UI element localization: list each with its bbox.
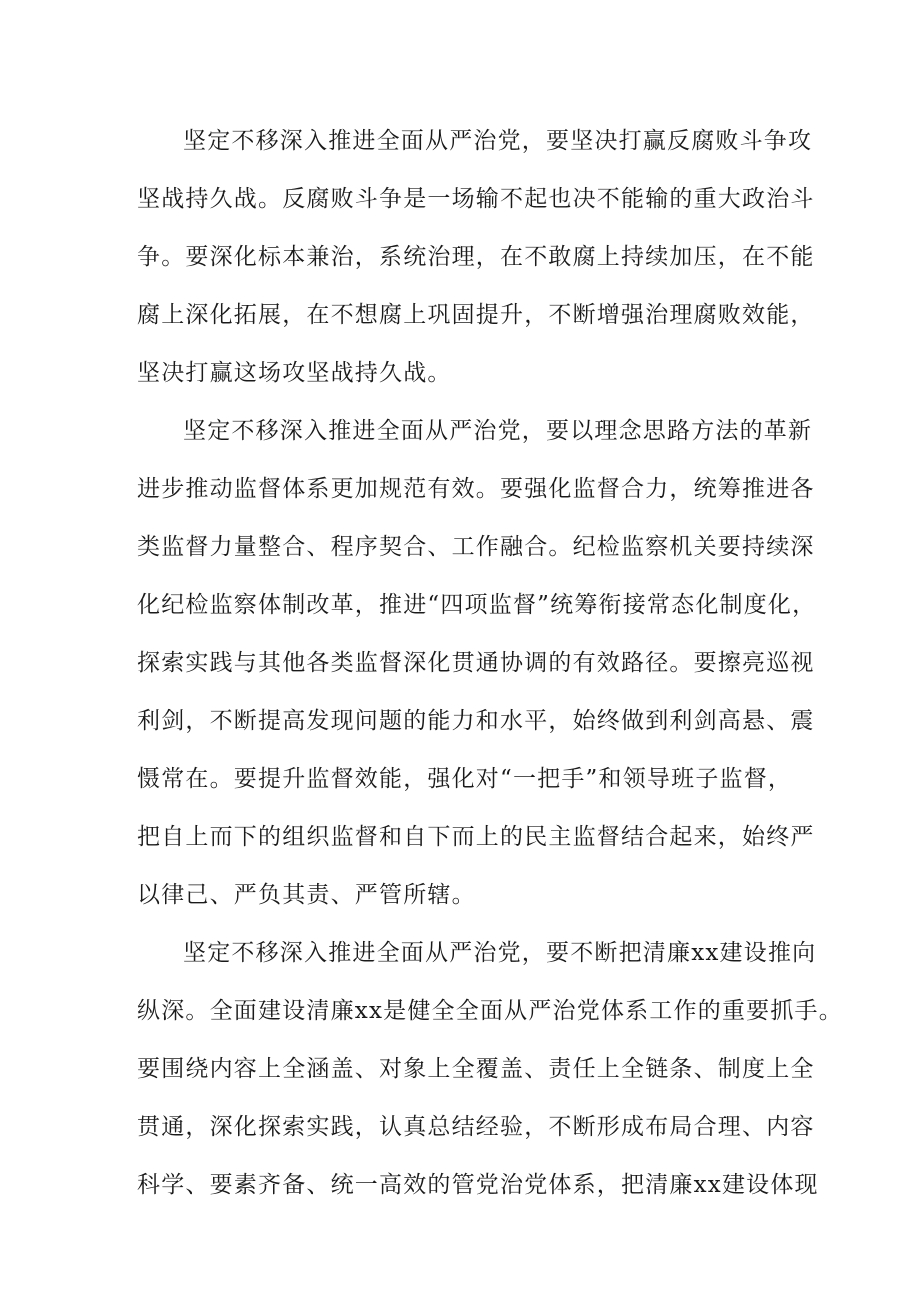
- paragraph-clean-construction: [137, 924, 843, 1214]
- paragraph-line: 坚定不移深入推进全面从严治党，要不断把清廉xx建设推向: [183, 940, 817, 966]
- paragraph-line: 探索实践与其他各类监督深化贯通协调的有效路径。要擦亮巡视: [137, 650, 815, 676]
- paragraph-line: 坚决打赢这场攻坚战持久战。: [137, 360, 452, 386]
- paragraph-line: 坚定不移深入推进全面从严治党，要坚决打赢反腐败斗争攻: [183, 128, 813, 154]
- paragraph-line: 要围绕内容上全涵盖、对象上全覆盖、责任上全链条、制度上全: [137, 1056, 815, 1082]
- paragraph-line: 坚战持久战。反腐败斗争是一场输不起也决不能输的重大政治斗: [137, 186, 815, 212]
- paragraph-line: 争。要深化标本兼治，系统治理，在不敢腐上持续加压，在不能: [137, 244, 815, 270]
- paragraph-line: 利剑，不断提高发现问题的能力和水平，始终做到利剑高悬、震: [137, 708, 815, 734]
- paragraph-line: 类监督力量整合、程序契合、工作融合。纪检监察机关要持续深: [137, 534, 815, 560]
- paragraph-line: 把自上而下的组织监督和自下而上的民主监督结合起来，始终严: [137, 824, 815, 850]
- paragraph-line: 纵深。全面建设清廉xx是健全全面从严治党体系工作的重要抓手。: [137, 998, 843, 1024]
- paragraph-anti-corruption: [137, 112, 837, 402]
- paragraph-line: 贯通，深化探索实践，认真总结经验，不断形成布局合理、内容: [137, 1114, 815, 1140]
- paragraph-line: 腐上深化拓展，在不想腐上巩固提升，不断增强治理腐败效能，: [137, 302, 815, 328]
- paragraph-line: 进步推动监督体系更加规范有效。要强化监督合力，统筹推进各: [137, 476, 815, 502]
- paragraph-line: 坚定不移深入推进全面从严治党，要以理念思路方法的革新: [183, 418, 813, 444]
- paragraph-line: 科学、要素齐备、统一高效的管党治党体系，把清廉xx建设体现: [137, 1172, 819, 1198]
- paragraph-line: 化纪检监察体制改革，推进“四项监督”统筹衔接常态化制度化，: [137, 592, 817, 618]
- paragraph-line: 慑常在。要提升监督效能，强化对“一把手”和领导班子监督，: [137, 766, 793, 792]
- paragraph-supervision-system: [137, 402, 837, 924]
- paragraph-line: 以律己、严负其责、严管所辖。: [137, 882, 476, 908]
